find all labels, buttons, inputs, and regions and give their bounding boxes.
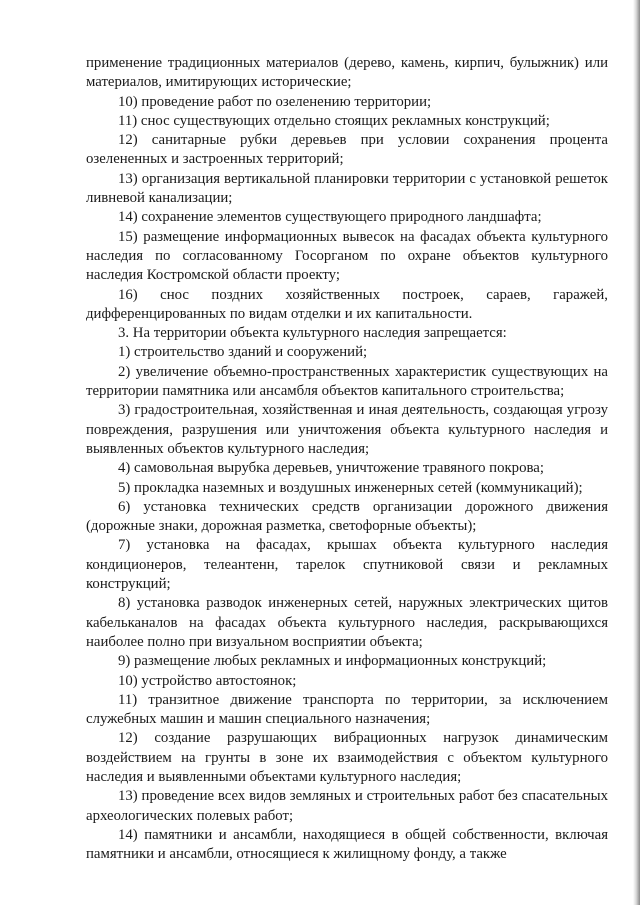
prohibition-item-2: 2) увеличение объемно-пространственных характеристик существующих на территории памятника или ансамбля объектов капитального строительства; (86, 363, 608, 400)
prohibition-item-4: 4) самовольная вырубка деревьев, уничтожение травяного покрова; (118, 460, 544, 477)
prohibition-item-3: 3) градостроительная, хозяйственная и иная деятельность, создающая угрозу повреждения, разрушения или уничтожения объекта культурного наследия и выявленных объектов культурного наследия; (86, 402, 608, 457)
scan-edge-shadow (633, 0, 640, 905)
prohibition-item-10: 10) устройство автостоянок; (118, 672, 297, 689)
paragraph-materials: применение традиционных материалов (дерево, камень, кирпич, булыжник) или материалов, имитирующих исторические; (86, 55, 608, 91)
paragraph-item-13: 13) организация вертикальной планировки территории с установкой решеток ливневой канализации; (86, 170, 608, 207)
paragraph-item-10: 10) проведение работ по озеленению территории; (118, 93, 432, 110)
paragraph-item-16: 16) снос поздних хозяйственных построек, сараев, гаражей, дифференцированных по видам отделки и их капитальности. (86, 286, 608, 322)
prohibition-item-6: 6) установка технических средств организации дорожного движения (дорожные знаки, дорожная разметка, светофорные объекты); (86, 498, 608, 535)
section-3-heading: 3. На территории объекта культурного наследия запрещается: (118, 325, 507, 342)
prohibition-item-12: 12) создание разрушающих вибрационных нагрузок динамическим воздействием на грунты в зоне их взаимодействия с объектом культурного наследия и выявленными объектами культурного наследия; (86, 730, 608, 785)
prohibition-item-1: 1) строительство зданий и сооружений; (118, 344, 368, 361)
prohibition-item-9: 9) размещение любых рекламных и информационных конструкций; (118, 653, 547, 670)
paragraph-item-14: 14) сохранение элементов существующего природного ландшафта; (118, 209, 542, 226)
prohibition-item-7: 7) установка на фасадах, крышах объекта культурного наследия кондиционеров, телеантенн, тарелок спутниковой связи и рекламных конструкций; (86, 537, 608, 593)
prohibition-item-8: 8) установка разводок инженерных сетей, наружных электрических щитов кабельканалов на фасадах объекта культурного наследия, раскрывающихся наиболее полно при визуальном восприятии объекта; (86, 595, 608, 650)
document-body (86, 54, 608, 864)
paragraph-item-15: 15) размещение информационных вывесок на фасадах объекта культурного наследия по согласованному Госорганом по охране объектов культурного наследия Костромской области проекту; (86, 228, 608, 284)
paragraph-item-11: 11) снос существующих отдельно стоящих рекламных конструкций; (118, 112, 550, 129)
paragraph-item-12: 12) санитарные рубки деревьев при условии сохранения процента озелененных и застроенных территорий; (86, 132, 608, 168)
prohibition-item-11: 11) транзитное движение транспорта по территории, за исключением служебных машин и машин специального назначения; (86, 691, 608, 728)
prohibition-item-5: 5) прокладка наземных и воздушных инженерных сетей (коммуникаций); (118, 479, 583, 496)
prohibition-item-14: 14) памятники и ансамбли, находящиеся в общей собственности, включая памятники и ансамбли, относящиеся к жилищному фонду, а также (86, 826, 608, 863)
prohibition-item-13: 13) проведение всех видов земляных и строительных работ без спасательных археологических полевых работ; (86, 788, 608, 824)
